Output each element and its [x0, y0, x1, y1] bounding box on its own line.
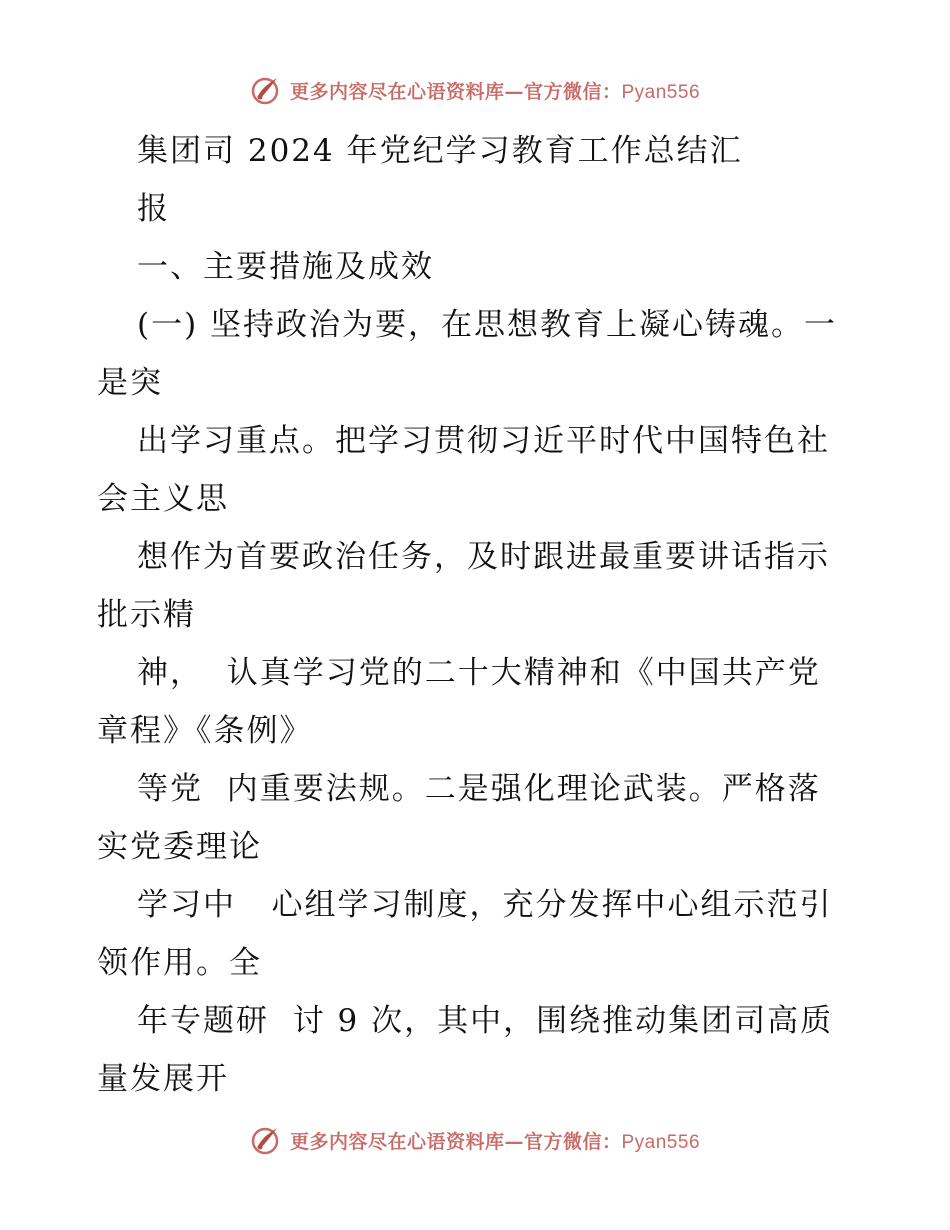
watermark-text: 更多内容尽在心语资料库—官方微信：Pyan556 — [289, 1130, 701, 1153]
watermark-top — [0, 70, 950, 110]
text-line: 想作为首要政治任务，及时跟进最重要讲话指示 — [137, 539, 830, 575]
brush-logo-icon — [250, 74, 282, 106]
text-line: 等党 内重要法规。二是强化理论武装。严格落 — [137, 771, 821, 807]
text-line: 出学习重点。把学习贯彻习近平时代中国特色社 — [137, 423, 830, 459]
text-line: 学习中 心组学习制度，充分发挥中心组示范引 — [137, 887, 833, 923]
text-line: 神， 认真学习党的二十大精神和《中国共产党 — [137, 655, 821, 691]
text-line: (一) 坚持政治为要，在思想教育上凝心铸魂。一 — [137, 307, 838, 343]
section-heading: 一、主要措施及成效 — [137, 249, 434, 285]
text-line: 会主义思 — [97, 481, 229, 517]
document-title-line-2: 报 — [137, 191, 170, 227]
text-line: 年专题研 讨 9 次，其中，围绕推动集团司高质 — [137, 1003, 834, 1039]
text-line: 量发展开 — [97, 1061, 229, 1097]
watermark-bottom — [0, 1120, 950, 1160]
watermark-text: 更多内容尽在心语资料库—官方微信：Pyan556 — [289, 80, 701, 103]
document-body — [97, 122, 857, 1108]
brush-logo-icon — [250, 1124, 282, 1156]
document-title-line-1: 集团司 2024 年党纪学习教育工作总结汇 — [137, 133, 743, 169]
text-line: 是突 — [97, 365, 163, 401]
text-line: 实党委理论 — [97, 829, 262, 865]
text-line: 章程》《条例》 — [97, 713, 313, 749]
text-line: 领作用。全 — [97, 945, 262, 981]
text-line: 批示精 — [97, 597, 196, 633]
